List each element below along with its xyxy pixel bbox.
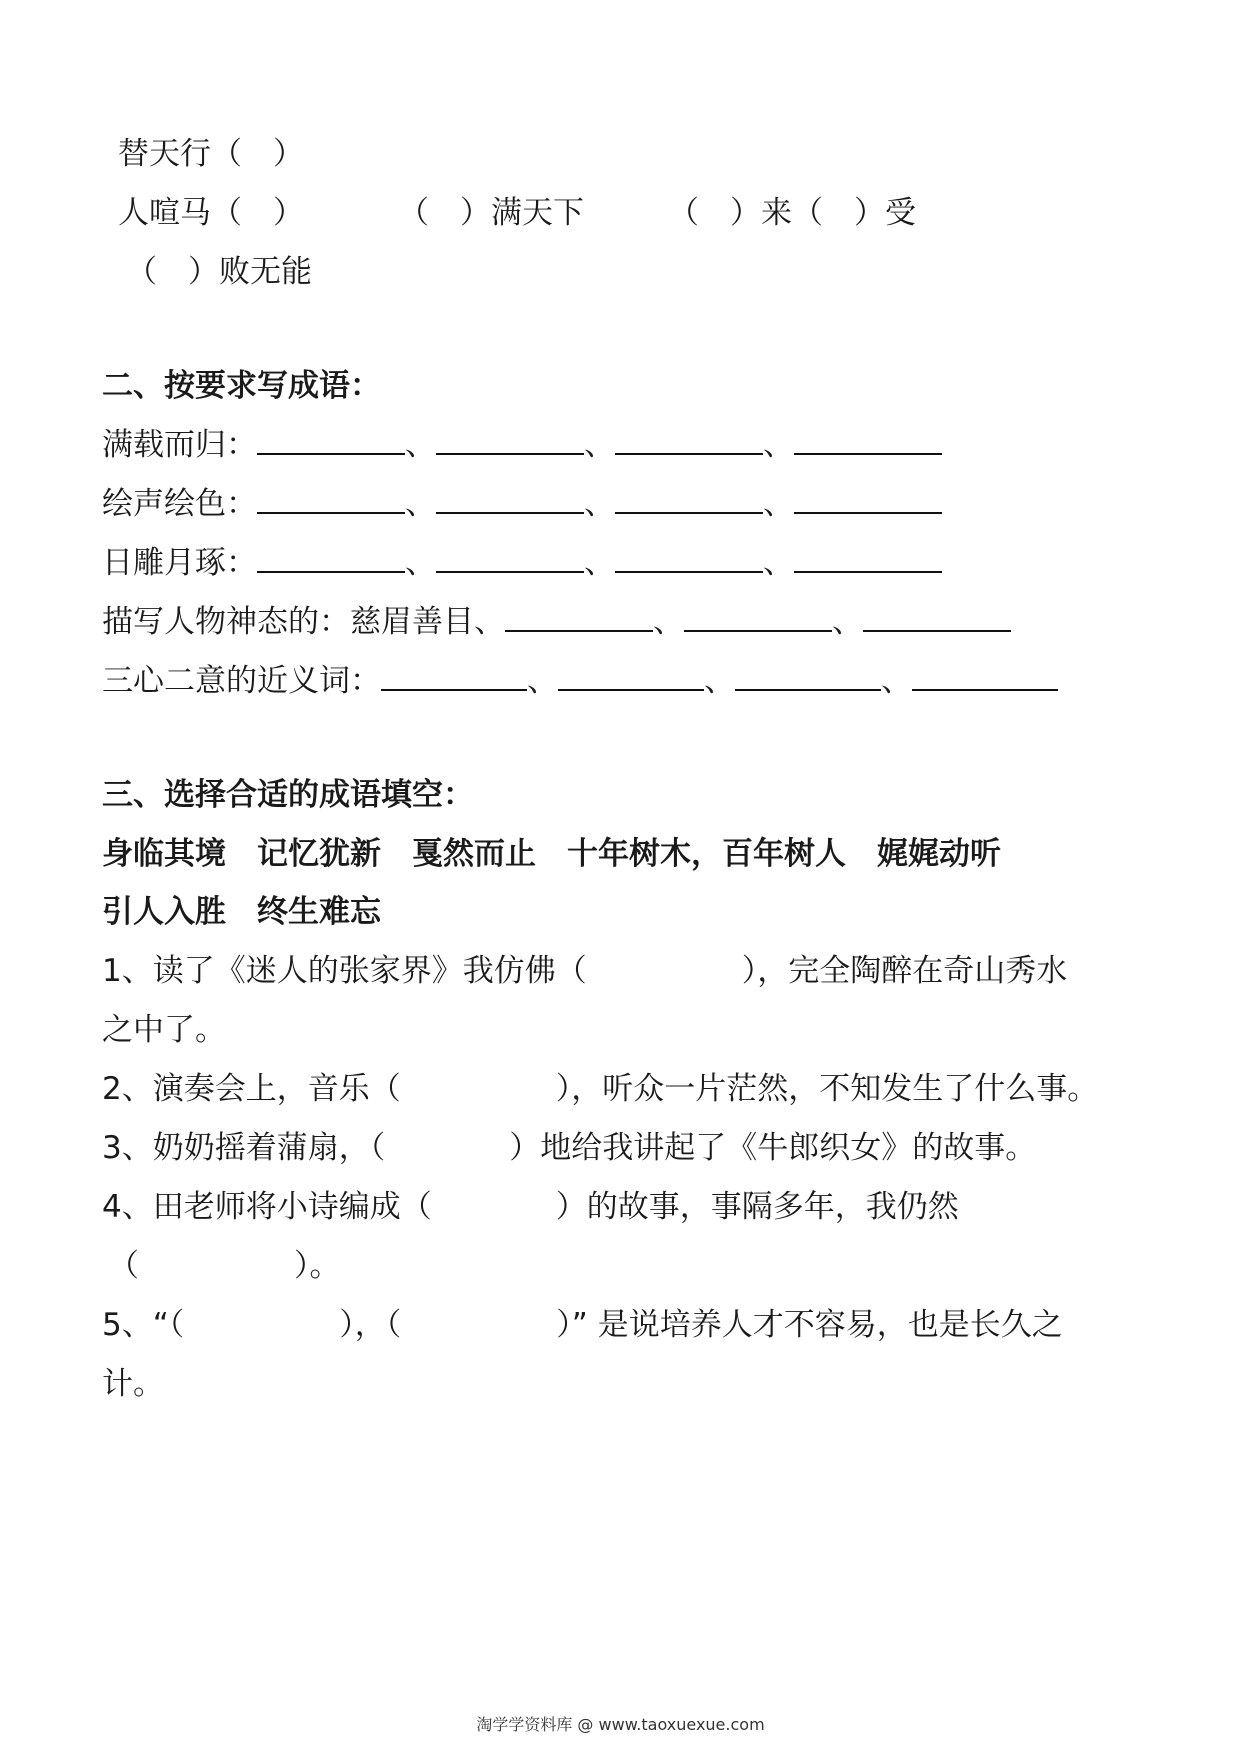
section-3-heading: 三、选择合适的成语填空： xyxy=(102,777,474,813)
answer-blank[interactable] xyxy=(505,602,653,632)
answer-blank[interactable] xyxy=(863,602,1011,632)
idiom-row-3: 日雕月琢： 、 、 、 xyxy=(102,543,942,583)
answer-blank[interactable] xyxy=(558,661,704,691)
idiom-row-4: 描写人物神态的：慈眉善目、 、 、 xyxy=(102,602,1011,642)
answer-blank[interactable] xyxy=(257,425,405,455)
idiom-row-label: 满载而归： xyxy=(102,427,257,463)
idiom-options-line-2: 引人入胜 终生难忘 xyxy=(102,894,381,930)
idiom-fill-line-2b: （ ）满天下 xyxy=(398,195,584,231)
idiom-row-label: 描写人物神态的：慈眉善目、 xyxy=(102,604,505,640)
answer-blank[interactable] xyxy=(794,425,942,455)
idiom-fill-line-3: （ ）败无能 xyxy=(126,254,312,290)
section-2-heading: 二、按要求写成语： xyxy=(102,368,381,404)
answer-blank[interactable] xyxy=(794,484,942,514)
idiom-row-1: 满载而归： 、 、 、 xyxy=(102,425,942,465)
question-5-line-b: 计。 xyxy=(102,1366,164,1402)
idiom-fill-line-2a: 人喧马（ ） xyxy=(118,195,304,231)
answer-blank[interactable] xyxy=(615,425,763,455)
question-1-line-b: 之中了。 xyxy=(102,1012,226,1048)
answer-blank[interactable] xyxy=(794,543,942,573)
answer-blank[interactable] xyxy=(684,602,832,632)
answer-blank[interactable] xyxy=(912,661,1058,691)
answer-blank[interactable] xyxy=(381,661,527,691)
question-4-line-b: （ ）。 xyxy=(108,1248,341,1284)
question-5-line-a: 5、“（ ），（ ）” 是说培养人才不容易，也是长久之 xyxy=(102,1307,1063,1343)
answer-blank[interactable] xyxy=(436,425,584,455)
answer-blank[interactable] xyxy=(436,484,584,514)
answer-blank[interactable] xyxy=(257,484,405,514)
question-1-line-a: 1、读了《迷人的张家界》我仿佛（ ），完全陶醉在奇山秀水 xyxy=(102,953,1068,989)
footer-watermark: 淘学学资料库 @ www.taoxuexue.com xyxy=(476,1715,765,1734)
answer-blank[interactable] xyxy=(615,484,763,514)
idiom-row-label: 三心二意的近义词： xyxy=(102,663,381,699)
answer-blank[interactable] xyxy=(436,543,584,573)
idiom-row-label: 日雕月琢： xyxy=(102,545,257,581)
idiom-row-2: 绘声绘色： 、 、 、 xyxy=(102,484,942,524)
idiom-fill-line-2c: （ ）来（ ）受 xyxy=(668,195,916,231)
answer-blank[interactable] xyxy=(615,543,763,573)
question-3: 3、奶奶摇着蒲扇，（ ）地给我讲起了《牛郎织女》的故事。 xyxy=(102,1130,1037,1166)
question-2: 2、演奏会上，音乐（ ），听众一片茫然，不知发生了什么事。 xyxy=(102,1071,1099,1107)
question-4-line-a: 4、田老师将小诗编成（ ）的故事，事隔多年，我仍然 xyxy=(102,1189,959,1225)
idiom-row-5: 三心二意的近义词： 、 、 、 xyxy=(102,661,1058,701)
answer-blank[interactable] xyxy=(257,543,405,573)
idiom-options-line-1: 身临其境 记忆犹新 戛然而止 十年树木，百年树人 娓娓动听 xyxy=(102,836,1001,872)
idiom-row-label: 绘声绘色： xyxy=(102,486,257,522)
idiom-fill-line-1: 替天行（ ） xyxy=(118,136,304,172)
answer-blank[interactable] xyxy=(735,661,881,691)
